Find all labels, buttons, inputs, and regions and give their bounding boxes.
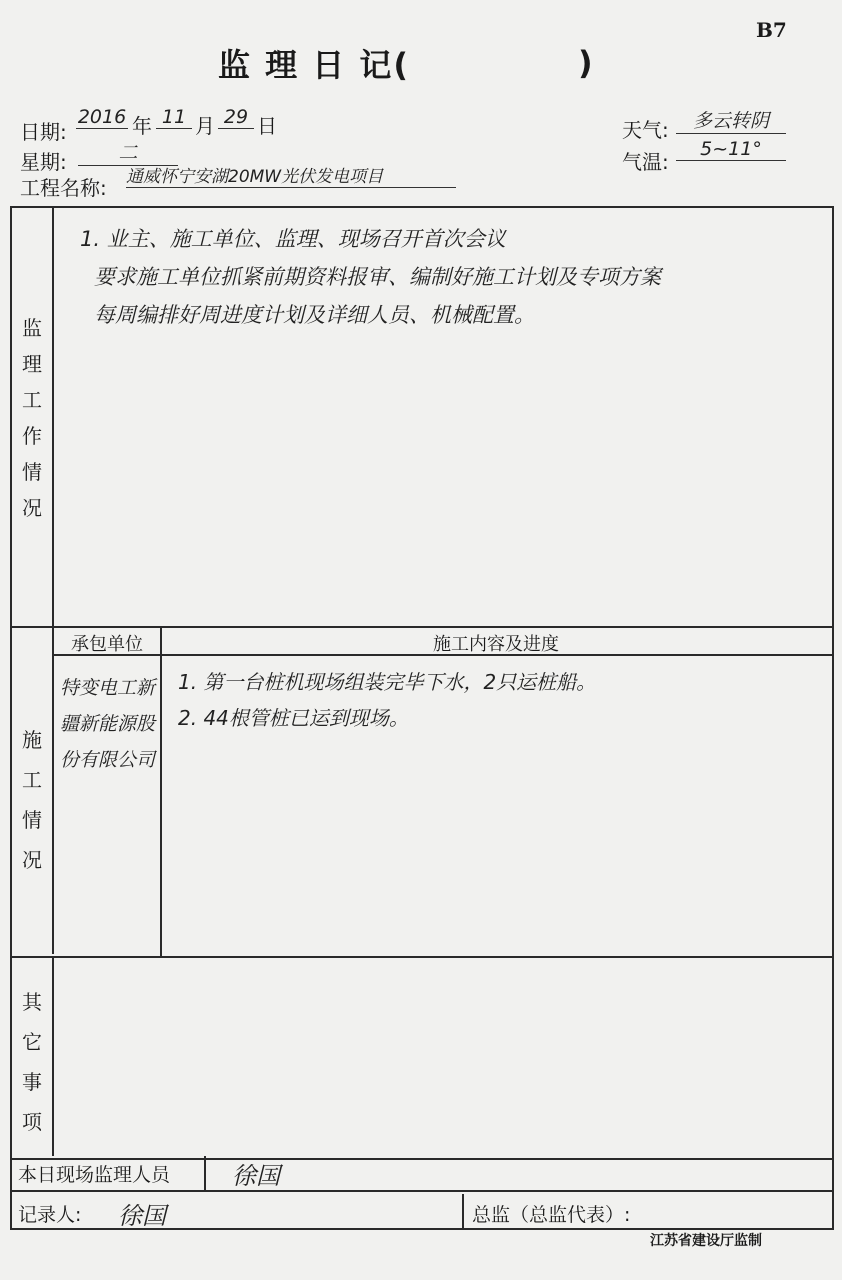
date-label: 日期: [20, 120, 67, 144]
contractor-value: 特变电工新疆新能源股份有限公司 [60, 677, 156, 771]
title-close-paren: ) [578, 44, 593, 82]
temp-label: 气温: [622, 150, 669, 174]
contractor-header: 承包单位 [71, 634, 143, 655]
staff-value: 徐国 [232, 1162, 280, 1190]
other-label-text: 其它事项 [22, 990, 42, 1134]
supervision-line-1: 1. 业主、施工单位、监理、现场召开首次会议 [80, 227, 506, 251]
staff-label: 本日现场监理人员 [18, 1164, 171, 1186]
supervision-line-3: 每周编排好周进度计划及详细人员、机械配置。 [94, 303, 535, 327]
section-divider-1 [10, 626, 832, 628]
day-value: 29 [218, 106, 254, 129]
chief-label: 总监（总监代表）: [472, 1204, 631, 1226]
supervision-line-2: 要求施工单位抓紧前期资料报审、编制好施工计划及专项方案 [94, 265, 661, 289]
construction-label-text: 施工情况 [22, 728, 42, 872]
project-name: 通威怀宁安湖20MW光伏发电项目 [126, 162, 456, 188]
other-column-divider [52, 956, 54, 1156]
form-code: B7 [756, 18, 787, 42]
year-value: 2016 [77, 106, 127, 128]
project-label: 工程名称: [20, 176, 107, 200]
weather-value: 多云转阴 [676, 106, 786, 134]
recorder-value: 徐国 [118, 1202, 166, 1230]
footer-issuer: 江苏省建设厅监制 [650, 1233, 762, 1249]
weather-label: 天气: [622, 118, 669, 142]
contractor-column-divider [160, 626, 162, 956]
month-value: 11 [156, 106, 192, 129]
supervision-label [12, 310, 52, 526]
content-header: 施工内容及进度 [433, 634, 559, 655]
other-label [12, 982, 52, 1142]
day-unit: 日 [257, 114, 277, 138]
month-unit: 月 [195, 114, 215, 138]
weekday-value: 二 [78, 138, 178, 166]
temp-value: 5~11° [676, 138, 786, 161]
construction-label [12, 720, 52, 880]
construction-item-2: 2. 44根管桩已运到现场。 [178, 706, 409, 730]
supervision-label-text: 监理工作情况 [22, 316, 42, 520]
staff-divider [204, 1156, 206, 1190]
construction-content [178, 664, 818, 736]
recorder-divider [462, 1194, 464, 1228]
label-column-divider [52, 206, 54, 954]
section-divider-2 [10, 956, 832, 958]
supervision-content [80, 220, 820, 334]
recorder-label: 记录人: [18, 1204, 82, 1226]
page-title: 监 理 日 记( [218, 46, 411, 84]
construction-item-1: 1. 第一台桩机现场组装完毕下水，2只运桩船。 [178, 670, 597, 694]
weekday-label: 星期: [20, 150, 67, 174]
year-unit: 年 [132, 114, 152, 138]
